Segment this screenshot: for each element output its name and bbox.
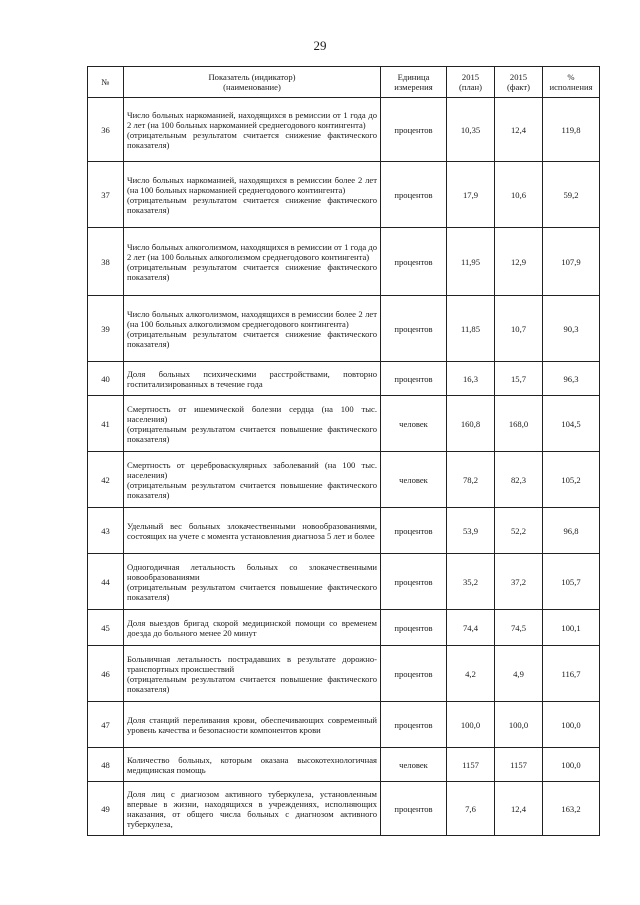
row-number: 39 (88, 296, 124, 362)
percent-cell: 107,9 (543, 228, 600, 296)
plan-cell: 78,2 (447, 452, 495, 508)
indicator-name: Доля лиц с диагнозом активного туберкулеза, установленным впервые в жизни, находящихся в учреждениях, исполняющих наказания, от общего числа больных с диагнозом активного туберкулеза, (124, 782, 381, 836)
indicator-name: Количество больных, которым оказана высокотехнологичная медицинская помощь (124, 748, 381, 782)
header-unit: Единица измерения (381, 67, 447, 98)
fact-cell: 12,9 (495, 228, 543, 296)
page-number: 29 (313, 38, 327, 53)
indicator-name: Одногодичная летальность больных со злокачественными новообразованиями (отрицательным результатом считается повышение фактического показателя) (124, 554, 381, 610)
plan-cell: 16,3 (447, 362, 495, 396)
table-row (88, 610, 600, 646)
percent-cell: 100,0 (543, 748, 600, 782)
row-number: 38 (88, 228, 124, 296)
fact-cell: 82,3 (495, 452, 543, 508)
row-number: 36 (88, 98, 124, 162)
percent-cell: 116,7 (543, 646, 600, 702)
unit-cell: человек (381, 396, 447, 452)
indicator-name: Число больных алкоголизмом, находящихся в ремиссии от 1 года до 2 лет (на 100 больных алкоголизмом среднегодового контингента) (отрицательным результатом считается снижение фактического показателя) (124, 228, 381, 296)
table-row (88, 646, 600, 702)
plan-cell: 53,9 (447, 508, 495, 554)
indicator-note: (отрицательным результатом считается повышение фактического показателя) (127, 673, 377, 694)
indicator-note: (отрицательным результатом считается повышение фактического показателя) (127, 479, 377, 500)
table-row (88, 228, 600, 296)
plan-cell: 100,0 (447, 702, 495, 748)
fact-cell: 10,7 (495, 296, 543, 362)
percent-cell: 100,1 (543, 610, 600, 646)
header-name: Показатель (индикатор) (наименование) (124, 67, 381, 98)
percent-cell: 119,8 (543, 98, 600, 162)
percent-cell: 90,3 (543, 296, 600, 362)
plan-cell: 10,35 (447, 98, 495, 162)
plan-cell: 17,9 (447, 162, 495, 228)
row-number: 43 (88, 508, 124, 554)
indicator-note: (отрицательным результатом считается снижение фактического показателя) (127, 328, 377, 349)
fact-cell: 37,2 (495, 554, 543, 610)
plan-cell: 160,8 (447, 396, 495, 452)
percent-cell: 100,0 (543, 702, 600, 748)
plan-cell: 7,6 (447, 782, 495, 836)
table-row (88, 702, 600, 748)
table-row (88, 162, 600, 228)
indicator-name: Больничная летальность пострадавших в результате дорожно-транспортных происшествий (отрицательным результатом считается повышение фактического показателя) (124, 646, 381, 702)
percent-cell: 105,2 (543, 452, 600, 508)
table-row (88, 296, 600, 362)
table-row (88, 748, 600, 782)
indicator-name: Доля выездов бригад скорой медицинской помощи со временем доезда до больного менее 20 минут (124, 610, 381, 646)
table-row (88, 98, 600, 162)
plan-cell: 11,95 (447, 228, 495, 296)
row-number: 48 (88, 748, 124, 782)
row-number: 44 (88, 554, 124, 610)
percent-cell: 96,3 (543, 362, 600, 396)
unit-cell: процентов (381, 554, 447, 610)
plan-cell: 4,2 (447, 646, 495, 702)
unit-cell: процентов (381, 508, 447, 554)
row-number: 37 (88, 162, 124, 228)
fact-cell: 12,4 (495, 782, 543, 836)
percent-cell: 59,2 (543, 162, 600, 228)
fact-cell: 15,7 (495, 362, 543, 396)
header-plan: 2015 (план) (447, 67, 495, 98)
unit-cell: человек (381, 452, 447, 508)
plan-cell: 11,85 (447, 296, 495, 362)
unit-cell: процентов (381, 296, 447, 362)
indicators-table (87, 66, 600, 836)
row-number: 40 (88, 362, 124, 396)
table-row (88, 396, 600, 452)
header-percent: % исполнения (543, 67, 600, 98)
row-number: 42 (88, 452, 124, 508)
indicator-note: (отрицательным результатом считается снижение фактического показателя) (127, 129, 377, 150)
indicator-name: Доля станций переливания крови, обеспечивающих современный уровень качества и безопасности компонентов крови (124, 702, 381, 748)
indicator-note: (отрицательным результатом считается повышение фактического показателя) (127, 581, 377, 602)
fact-cell: 168,0 (495, 396, 543, 452)
unit-cell: процентов (381, 782, 447, 836)
fact-cell: 10,6 (495, 162, 543, 228)
percent-cell: 104,5 (543, 396, 600, 452)
unit-cell: человек (381, 748, 447, 782)
fact-cell: 4,9 (495, 646, 543, 702)
indicator-name: Доля больных психическими расстройствами, повторно госпитализированных в течение года (124, 362, 381, 396)
table-row (88, 362, 600, 396)
indicator-name: Число больных наркоманией, находящихся в ремиссии от 1 года до 2 лет (на 100 больных наркоманией среднегодового контингента) (отрицательным результатом считается снижение фактического показателя) (124, 98, 381, 162)
percent-cell: 163,2 (543, 782, 600, 836)
fact-cell: 52,2 (495, 508, 543, 554)
unit-cell: процентов (381, 702, 447, 748)
fact-cell: 100,0 (495, 702, 543, 748)
plan-cell: 35,2 (447, 554, 495, 610)
row-number: 49 (88, 782, 124, 836)
table-header-row (88, 67, 600, 98)
unit-cell: процентов (381, 98, 447, 162)
unit-cell: процентов (381, 610, 447, 646)
indicator-name: Число больных алкоголизмом, находящихся в ремиссии более 2 лет (на 100 больных алкоголизмом среднегодового контингента) (отрицательным результатом считается снижение фактического показателя) (124, 296, 381, 362)
fact-cell: 1157 (495, 748, 543, 782)
indicator-note: (отрицательным результатом считается снижение фактического показателя) (127, 194, 377, 215)
row-number: 46 (88, 646, 124, 702)
row-number: 45 (88, 610, 124, 646)
indicator-note: (отрицательным результатом считается повышение фактического показателя) (127, 423, 377, 444)
header-fact: 2015 (факт) (495, 67, 543, 98)
indicator-name: Удельный вес больных злокачественными новообразованиями, состоящих на учете с момента установления диагноза 5 лет и более (124, 508, 381, 554)
table-row (88, 782, 600, 836)
plan-cell: 1157 (447, 748, 495, 782)
row-number: 47 (88, 702, 124, 748)
unit-cell: процентов (381, 162, 447, 228)
indicator-note: (отрицательным результатом считается снижение фактического показателя) (127, 261, 377, 282)
table-row (88, 554, 600, 610)
row-number: 41 (88, 396, 124, 452)
plan-cell: 74,4 (447, 610, 495, 646)
indicator-name: Число больных наркоманией, находящихся в ремиссии более 2 лет (на 100 больных наркоманией среднегодового контингента) (отрицательным результатом считается снижение фактического показателя) (124, 162, 381, 228)
unit-cell: процентов (381, 646, 447, 702)
percent-cell: 105,7 (543, 554, 600, 610)
table-row (88, 452, 600, 508)
percent-cell: 96,8 (543, 508, 600, 554)
indicator-name: Смертность от цереброваскулярных заболеваний (на 100 тыс. населения) (отрицательным результатом считается повышение фактического показателя) (124, 452, 381, 508)
unit-cell: процентов (381, 362, 447, 396)
header-num: № (88, 67, 124, 98)
table-row (88, 508, 600, 554)
indicator-name: Смертность от ишемической болезни сердца (на 100 тыс. населения) (отрицательным результатом считается повышение фактического показателя) (124, 396, 381, 452)
fact-cell: 12,4 (495, 98, 543, 162)
fact-cell: 74,5 (495, 610, 543, 646)
unit-cell: процентов (381, 228, 447, 296)
